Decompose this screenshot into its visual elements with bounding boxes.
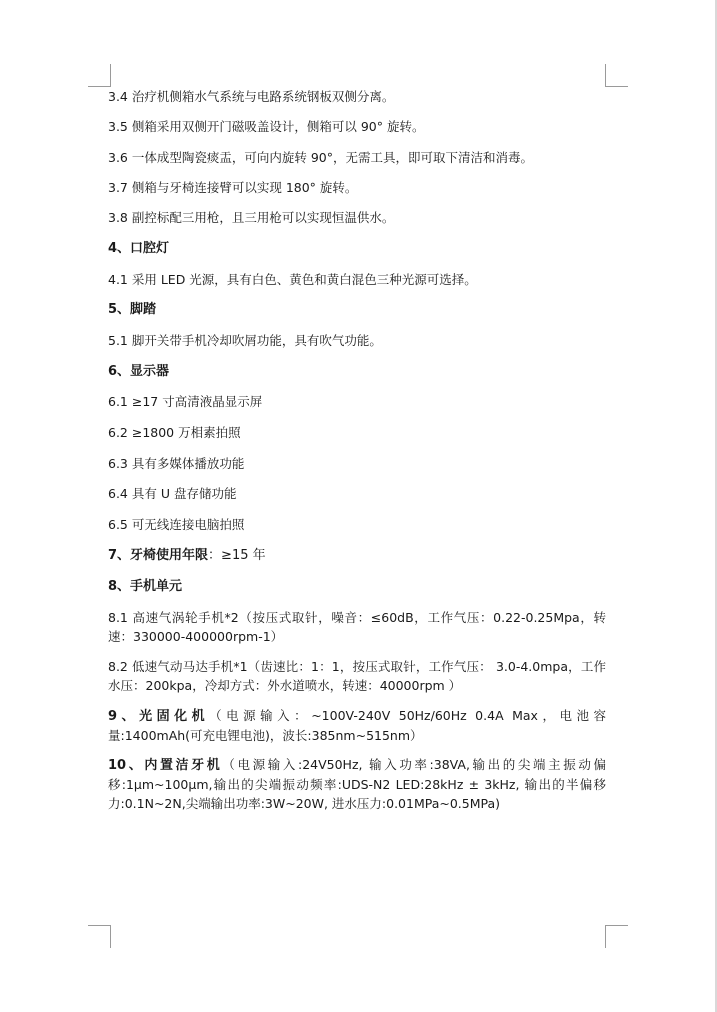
item-3-6: 3.6 一体成型陶瓷痰盂，可向内旋转 90°，无需工具，即可取下清洁和消毒。 [108,150,533,165]
heading-9: 9、光固化机 [108,709,210,724]
item-6-2: 6.2 ≥1800 万相素拍照 [108,425,241,440]
item-6-4: 6.4 具有 U 盘存储功能 [108,486,237,501]
item-3-4: 3.4 治疗机侧箱水气系统与电路系统钢板双侧分离。 [108,89,395,104]
heading-7 [108,547,266,565]
item-6-3: 6.3 具有多媒体播放功能 [108,456,245,471]
heading-10: 10、内置洁牙机 [108,758,223,773]
crop-mark-top-left [88,64,111,87]
item-9 [108,706,606,745]
crop-mark-bottom-right [605,925,628,948]
item-6-5: 6.5 可无线连接电脑拍照 [108,517,245,532]
item-8-2: 8.2 低速气动马达手机*1（齿速比：1：1，按压式取针，工作气压： 3.0-4.0mpa，工作水压：200kpa，冷却方式：外水道喷水，转速：40000rpm ） [108,659,606,693]
item-3-8: 3.8 副控标配三用枪，且三用枪可以实现恒温供水。 [108,210,395,225]
heading-4: 4、口腔灯 [108,241,170,256]
crop-mark-bottom-left [88,925,111,948]
heading-5: 5、脚踏 [108,302,157,317]
item-3-5: 3.5 侧箱采用双侧开门磁吸盖设计，侧箱可以 90° 旋转。 [108,119,425,134]
item-10 [108,755,606,813]
item-9-text: （电源输入：~100V-240V 50Hz/60Hz 0.4A Max，电池容量:1400mAh(可充电锂电池)，波长:385nm~515nm） [108,708,606,743]
item-6-1: 6.1 ≥17 寸高清液晶显示屏 [108,394,263,409]
item-4-1: 4.1 采用 LED 光源，具有白色、黄色和黄白混色三种光源可选择。 [108,272,477,287]
heading-8: 8、手机单元 [108,579,183,594]
heading-7-value: ：≥15 年 [208,548,266,563]
heading-7-label: 7、牙椅使用年限 [108,548,209,563]
crop-mark-top-right [605,64,628,87]
item-3-7: 3.7 侧箱与牙椅连接臂可以实现 180° 旋转。 [108,180,358,195]
item-8-1: 8.1 高速气涡轮手机*2（按压式取针，噪音：≤60dB，工作气压：0.22-0.25Mpa，转速：330000-400000rpm-1） [108,610,606,644]
heading-6: 6、显示器 [108,364,170,379]
item-10-text: （电源输入:24V50Hz, 输入功率:38VA,输出的尖端主振动偏移:1μm~100μm,输出的尖端振动频率:UDS-N2 LED:28kHz ± 3kHz, 输出的半偏移力:0.1N~2N,尖端输出功率:3W~20W, 进水压力:0.01MPa~0.5MPa) [108,757,606,811]
item-5-1: 5.1 脚开关带手机冷却吹屑功能，具有吹气功能。 [108,333,382,348]
